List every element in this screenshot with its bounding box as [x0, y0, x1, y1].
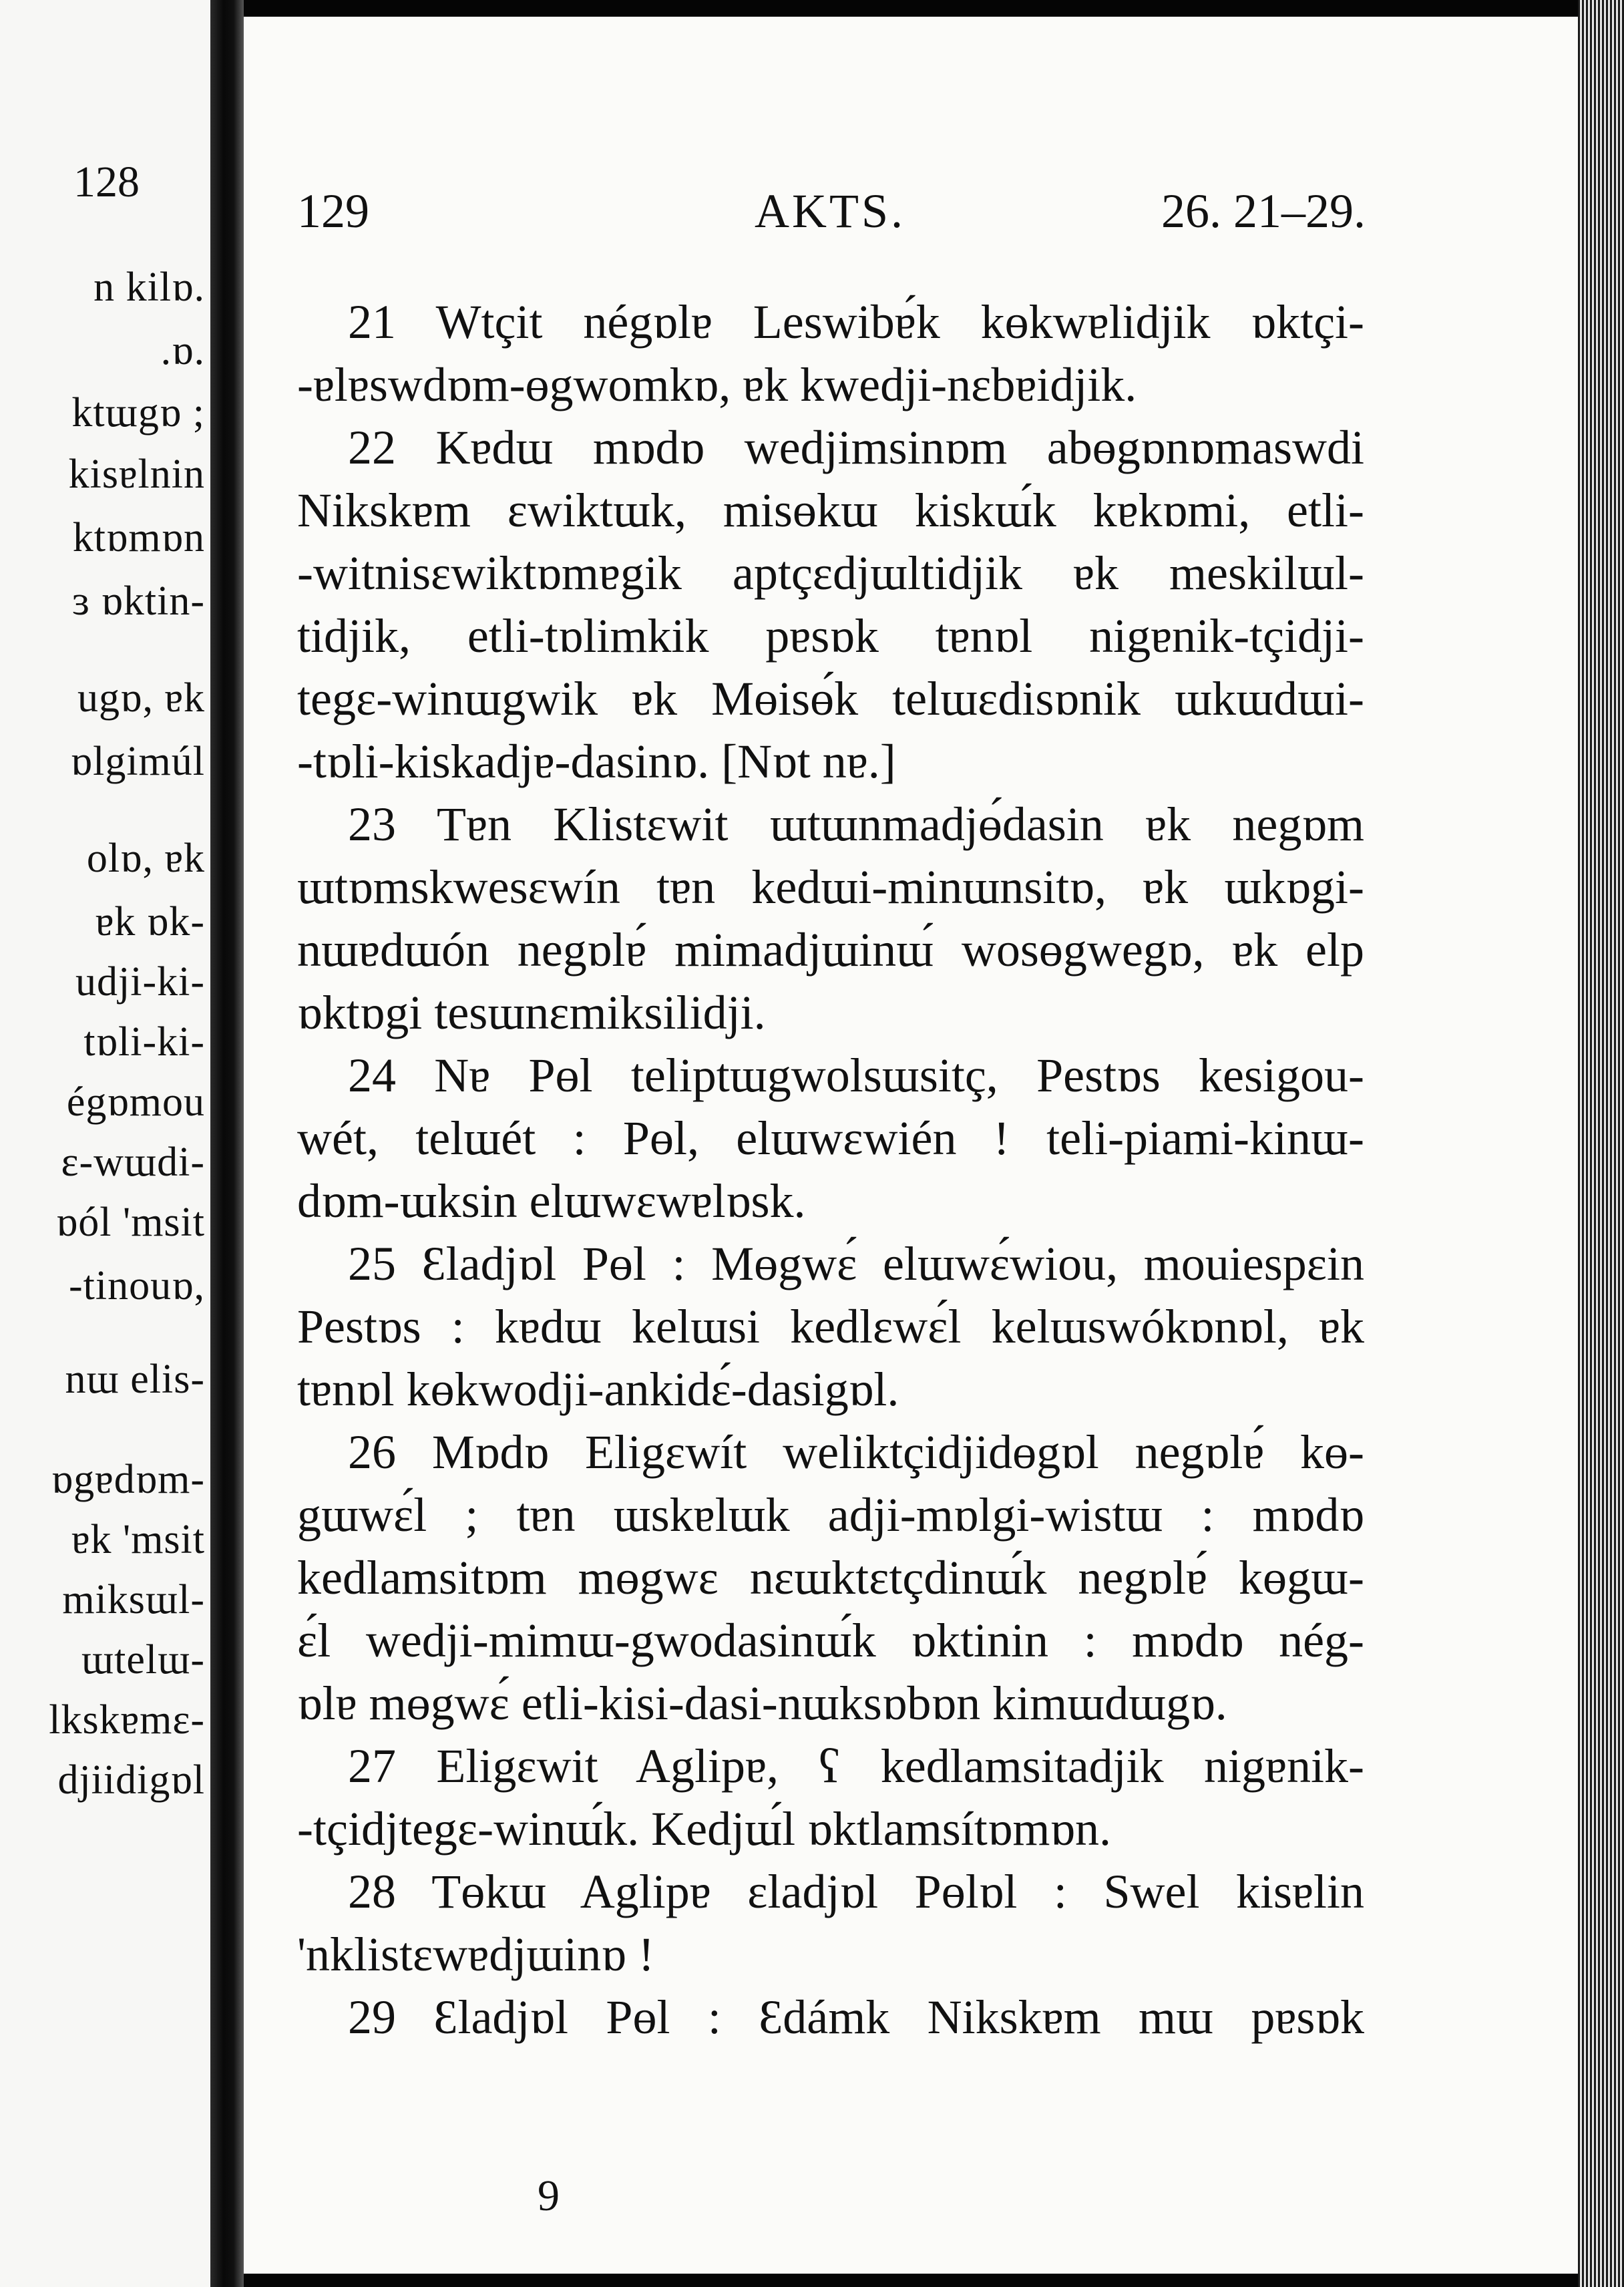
text-line: tegɛ-winɯgwik ɐk Mɵisɵ́k telɯɛdisɒnik ɯkɯdɯi-: [297, 672, 1364, 725]
text-line: 23 Tɐn Klistɛwit ɯtɯnmadjɵ́dasin ɐk negɒm: [348, 798, 1364, 851]
text-line: 29 Ɛladjɒl Pɵl : Ɛdámk Nikskɐm mɯ pɐsɒk: [348, 1990, 1364, 2044]
previous-page-line: nɯ elis-: [65, 1357, 205, 1402]
previous-page-line: miksɯl-: [62, 1577, 205, 1622]
text-line: 26 Mɒdɒ Eligɛwít weliktçidjidɵgɒl negɒlɐ́ kɵ-: [348, 1425, 1364, 1479]
text-line: nɯɐdɯón negɒlɐ́ mimadjɯinɯ́ wosɵgwegɒ, ɐk elp: [297, 923, 1364, 977]
text-line: 25 Ɛladjɒl Pɵl : Mɵgwɛ́ elɯwɛ́wiou, mouiespɛin: [348, 1237, 1364, 1290]
text-line: -ɐlɐswdɒm-ɵgwomkɒ, ɐk kwedji-nɛbɐidjik.: [297, 358, 1137, 411]
text-line: ɒlɐ mɵgwɛ́ etli-kisi-dasi-nɯksɒbɒn kimɯdɯgɒ.: [297, 1677, 1227, 1730]
text-line: 22 Kɐdɯ mɒdɒ wedjimsinɒm abɵgɒnɒmaswdi: [348, 421, 1364, 474]
text-line: 'nklistɛwɐdjɯinɒ !: [297, 1928, 654, 1981]
text-line: -tçidjtegɛ-winɯ́k. Kedjɯ́l ɒktlamsítɒmɒn.: [297, 1802, 1112, 1856]
text-line: ɒktɒgi tesɯnɛmiksilidji.: [297, 986, 766, 1039]
text-line: 21 Wtçit négɒlɐ Leswibɐ́k kɵkwɐlidjik ɒktçi-: [348, 295, 1364, 349]
book-gutter: [210, 0, 244, 2287]
scan-border-top: [244, 0, 1578, 17]
previous-page-line: ɯtelɯ-: [81, 1637, 205, 1683]
text-line: tɐnɒl kɵkwodji-ankidɛ́-dasigɒl.: [297, 1363, 899, 1416]
previous-page-line: ɜ ɒktin-: [71, 578, 205, 624]
previous-page-line: ɒgɐdɒm-: [51, 1457, 205, 1502]
text-line: gɯwɛ́l ; tɐn ɯskɐlɯk adji-mɒlgi-wistɯ : mɒdɒ: [297, 1488, 1364, 1542]
running-header: [297, 184, 1366, 244]
text-line: wét, telɯét : Pɵl, elɯwɛwién ! teli-piami-kinɯ-: [297, 1111, 1364, 1165]
previous-page-fragment: [0, 0, 210, 2287]
text-line: Pestɒs : kɐdɯ kelɯsi kedlɛwɛ́l kelɯswókɒnɒl, ɐk: [297, 1300, 1364, 1353]
previous-page-line: ugɒ, ɐk: [77, 675, 205, 721]
page-number: 129: [297, 184, 369, 238]
text-line: ɛ́l wedji-mimɯ-gwodasinɯ́k ɒktinin : mɒdɒ nég-: [297, 1614, 1364, 1667]
previous-page-line: ktɒmɒn: [72, 515, 205, 560]
running-title: AKTS.: [755, 184, 906, 238]
previous-page-line: kisɐlnin: [68, 452, 205, 497]
text-line: tidjik, etli-tɒlimkik pɐsɒk tɐnɒl nigɐnik-tçidji-: [297, 609, 1364, 663]
previous-page-line: lkskɐmɛ-: [49, 1697, 205, 1743]
previous-page-line: olɒ, ɐk: [86, 836, 205, 881]
text-line: ɯtɒmskwesɛwín tɐn kedɯi-minɯnsitɒ, ɐk ɯkɒgi-: [297, 860, 1364, 914]
previous-page-line: ɛ-wɯdi-: [61, 1139, 205, 1185]
previous-page-line: ɒól 'msit: [55, 1200, 205, 1245]
page-edges: [1578, 0, 1624, 2287]
text-line: 28 Tɵkɯ Aglipɐ ɛladjɒl Pɵlɒl : Swel kisɐlin: [348, 1865, 1364, 1918]
previous-page-line: djiidigɒl: [57, 1757, 205, 1803]
previous-page-line: -tinouɒ,: [68, 1263, 205, 1308]
text-line: -tɒli-kiskadjɐ-dasinɒ. [Nɒt nɐ.]: [297, 735, 896, 788]
previous-page-line: n kilɒ.: [93, 265, 205, 310]
previous-page-line: udji-ki-: [75, 959, 205, 1005]
text-line: dɒm-ɯksin elɯwɛwɐlɒsk.: [297, 1174, 806, 1228]
previous-page-line: ktɯgɒ ;: [71, 390, 205, 435]
previous-page-line: égɒmou: [66, 1079, 205, 1125]
page-129: [244, 17, 1578, 2274]
previous-page-line: tɒli-ki-: [83, 1019, 205, 1065]
scripture-text: [297, 291, 1364, 2049]
chapter-verse-reference: 26. 21–29.: [1161, 184, 1366, 238]
text-line: 24 Nɐ Pɵl teliptɯgwolsɯsitç, Pestɒs kesigou-: [348, 1049, 1364, 1102]
text-line: kedlamsitɒm mɵgwɛ nɛɯktɛtçdinɯ́k negɒlɐ́ kɵgɯ-: [297, 1551, 1364, 1604]
signature-mark: 9: [538, 2171, 560, 2220]
previous-page-number: 128: [73, 158, 140, 206]
text-line: -witnisɛwiktɒmɐgik aptçɛdjɯltidjik ɐk meskilɯl-: [297, 546, 1364, 600]
previous-page-line: ɐk 'msit: [71, 1517, 205, 1562]
previous-page-line: ɐk ɒk-: [95, 899, 205, 944]
text-line: Nikskɐm ɛwiktɯk, misɵkɯ kiskɯ́k kɐkɒmi, etli-: [297, 484, 1364, 537]
text-line: 27 Eligɛwit Aglipɐ, ʕ kedlamsitadjik nigɐnik-: [348, 1739, 1364, 1793]
scan-border-bottom: [244, 2274, 1578, 2287]
previous-page-line: ɒlgimúl: [70, 739, 205, 784]
previous-page-line: .ɒ.: [160, 328, 205, 373]
